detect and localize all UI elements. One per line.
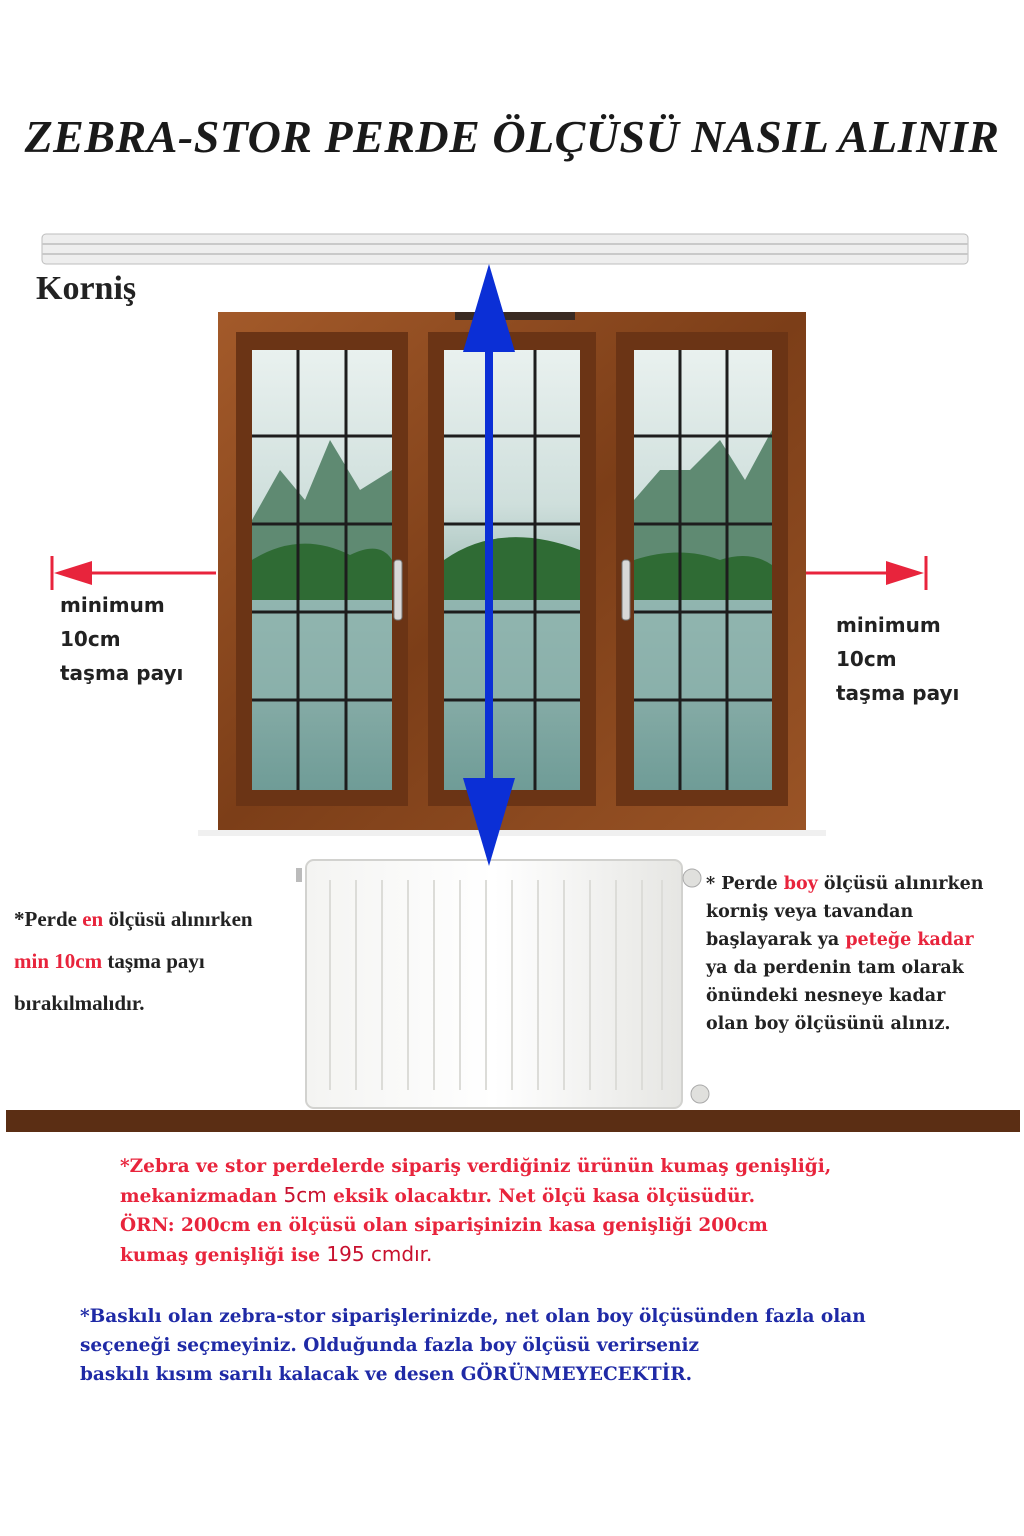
page-title: ZEBRA-STOR PERDE ÖLÇÜSÜ NASIL ALINIR [24, 111, 1000, 162]
radiator [296, 860, 709, 1108]
fabric-note-text: mekanizmadan [120, 1186, 284, 1207]
width-note-text: taşma payı [102, 949, 205, 973]
height-note-text: korniş veya tavandan [706, 902, 914, 922]
right-overhang-line: minimum [836, 613, 941, 637]
height-note-text: ya da perdenin tam olarak [706, 958, 964, 978]
left-overhang-label [60, 588, 183, 690]
height-note-text: başlayarak ya [706, 930, 846, 950]
height-note [706, 870, 1024, 1038]
window-handle-left [394, 560, 402, 620]
print-note-text: baskılı kısım sarılı kalacak ve desen GÖRÜNMEYECEKTİR. [80, 1364, 693, 1385]
right-overhang-label [836, 608, 959, 710]
fabric-note-text: ÖRN: 200cm en ölçüsü olan siparişinizin kasa genişliği 200cm [120, 1215, 768, 1236]
height-note-text: ölçüsü alınırken [817, 874, 984, 894]
fabric-note-text: kumaş genişliği ise [120, 1245, 327, 1266]
print-note-text: *Baskılı olan zebra-stor siparişlerinizde, net olan boy ölçüsünden fazla olan [80, 1306, 866, 1327]
printed-order-note [80, 1302, 866, 1389]
height-note-highlight: boy [783, 874, 818, 894]
width-note [14, 898, 253, 1024]
left-width-arrow [52, 556, 216, 590]
height-note-text: olan boy ölçüsünü alınız. [706, 1014, 951, 1034]
width-note-text: bırakılmalıdır. [14, 991, 145, 1015]
fabric-note-value: 195 cmdır. [326, 1242, 433, 1266]
left-overhang-line: taşma payı [60, 661, 184, 685]
fabric-note-text: *Zebra ve stor perdelerde sipariş verdiğiniz ürünün kumaş genişliği, [120, 1156, 832, 1177]
left-overhang-line: 10cm [60, 627, 121, 651]
right-overhang-line: 10cm [836, 647, 897, 671]
curtain-rod [42, 234, 968, 264]
floor [6, 1110, 1020, 1132]
width-note-highlight: en [82, 907, 104, 931]
window-pane-center [428, 332, 596, 806]
right-width-arrow [806, 556, 926, 590]
fabric-width-note [120, 1152, 831, 1270]
kornis-label: Korniş [36, 270, 137, 307]
print-note-text: seçeneği seçmeyiniz. Olduğunda fazla boy ölçüsü verirseniz [80, 1335, 699, 1356]
height-note-text: önündeki nesneye kadar [706, 986, 946, 1006]
window-sill [198, 830, 826, 836]
right-overhang-line: taşma payı [836, 681, 960, 705]
window [218, 312, 806, 830]
fabric-note-value: 5cm [283, 1183, 327, 1207]
left-overhang-line: minimum [60, 593, 165, 617]
window-handle-right [622, 560, 630, 620]
window-pane-right [616, 332, 788, 806]
height-note-text: * Perde [706, 874, 784, 894]
width-note-text: ölçüsü alınırken [103, 907, 253, 931]
fabric-note-text: eksik olacaktır. Net ölçü kasa ölçüsüdür. [326, 1186, 756, 1207]
height-note-highlight: peteğe kadar [845, 930, 974, 950]
width-note-highlight: min 10cm [14, 949, 103, 973]
width-note-text: *Perde [14, 907, 83, 931]
window-pane-left [236, 332, 408, 806]
